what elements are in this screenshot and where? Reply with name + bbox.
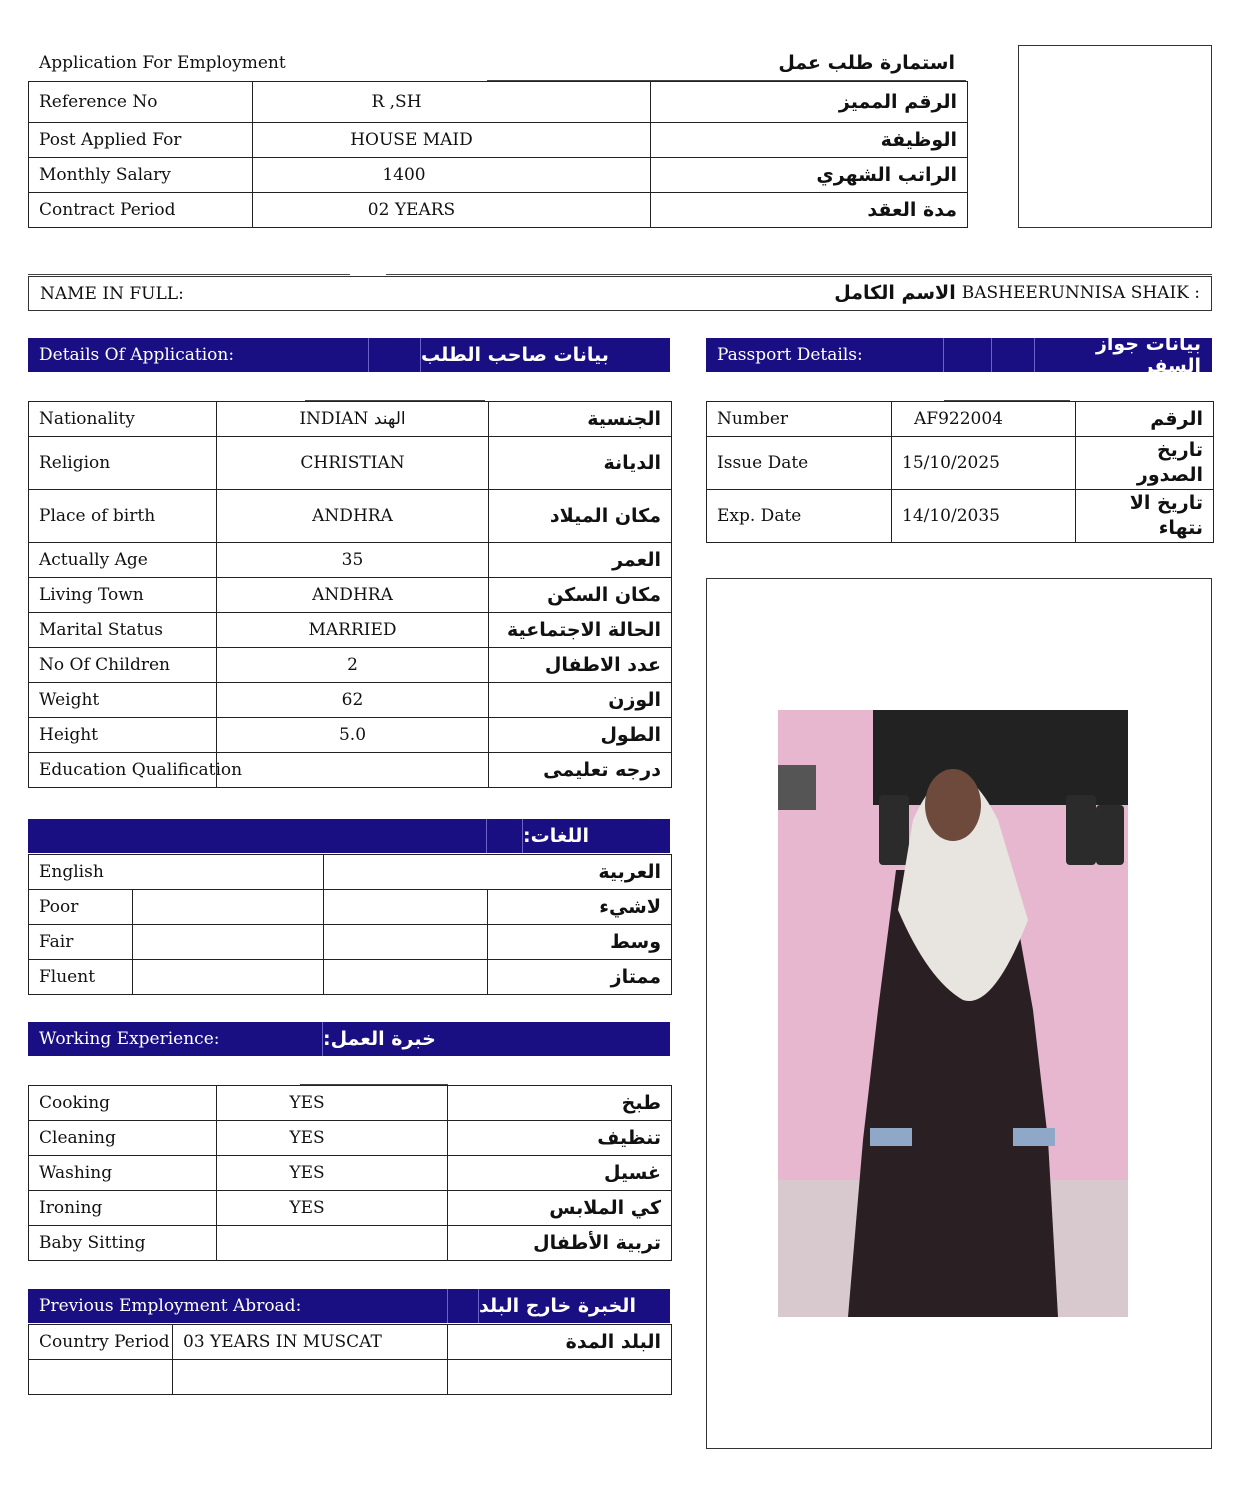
table-row [29, 718, 672, 753]
nationality-label: Nationality [29, 402, 217, 437]
post-label: Post Applied For [29, 123, 253, 158]
table-row [29, 123, 968, 158]
full-photo-frame [706, 578, 1212, 1449]
table-row [29, 648, 672, 683]
experience-table [28, 1085, 672, 1261]
religion-label: Religion [29, 437, 217, 490]
age-label: Actually Age [29, 543, 217, 578]
lang-fair-label-ar: وسط [488, 925, 672, 960]
table-row [29, 437, 672, 490]
table-row [707, 437, 1214, 490]
contract-value: 02 YEARS [253, 193, 651, 228]
lang-poor-label: Poor [29, 890, 133, 925]
lang-arabic-label: العربية [488, 855, 672, 890]
full-name-row [28, 276, 1212, 311]
ironing-label-ar: كي الملابس [448, 1191, 672, 1226]
cooking-label: Cooking [29, 1086, 217, 1121]
application-title-en: Details Of Application: [28, 338, 369, 372]
table-row [29, 753, 672, 788]
weight-value: 62 [217, 683, 489, 718]
cooking-label-ar: طبخ [448, 1086, 672, 1121]
children-label: No Of Children [29, 648, 217, 683]
passport-table [706, 401, 1214, 543]
babysitting-value [217, 1226, 448, 1261]
post-label-ar: الوظيفة [651, 123, 968, 158]
table-row [29, 855, 672, 890]
cleaning-value: YES [217, 1121, 448, 1156]
salary-label-ar: الراتب الشهري [651, 158, 968, 193]
washing-label: Washing [29, 1156, 217, 1191]
languages-title-ar: اللغات: [523, 825, 589, 847]
issue-date-value: 15/10/2025 [892, 437, 1076, 490]
form-title-ar: استمارة طلب عمل [778, 52, 955, 74]
passport-section-header [706, 333, 1212, 377]
photo-placeholder-box [1018, 45, 1212, 228]
education-label-ar: درجه تعليمى [489, 753, 672, 788]
cooking-value: YES [217, 1086, 448, 1121]
salary-label: Monthly Salary [29, 158, 253, 193]
experience-title-ar: خبرة العمل: [323, 1028, 436, 1050]
passport-number-value: AF922004 [892, 402, 1076, 437]
languages-table [28, 854, 672, 995]
abroad-table [28, 1324, 672, 1395]
children-label-ar: عدد الاطفال [489, 648, 672, 683]
marital-status-label: Marital Status [29, 613, 217, 648]
religion-value: CHRISTIAN [217, 437, 489, 490]
ironing-label: Ironing [29, 1191, 217, 1226]
cleaning-label: Cleaning [29, 1121, 217, 1156]
babysitting-label: Baby Sitting [29, 1226, 217, 1261]
passport-number-label: Number [707, 402, 892, 437]
marital-status-label-ar: الحالة الاجتماعية [489, 613, 672, 648]
issue-date-label: Issue Date [707, 437, 892, 490]
education-label: Education Qualification [29, 753, 217, 788]
full-name-value: BASHEERUNNISA SHAIK : [961, 283, 1200, 303]
education-value [217, 753, 489, 788]
application-section-header [28, 338, 670, 372]
lang-fluent-label-ar: ممتاز [488, 960, 672, 995]
languages-section-header [28, 819, 670, 853]
header-table [28, 81, 968, 228]
table-row [29, 960, 672, 995]
reference-value: R ,SH [253, 82, 651, 123]
children-value: 2 [217, 648, 489, 683]
table-row [29, 193, 968, 228]
contract-label: Contract Period [29, 193, 253, 228]
abroad-section-header [28, 1289, 670, 1323]
living-town-value: ANDHRA [217, 578, 489, 613]
cleaning-label-ar: تنظيف [448, 1121, 672, 1156]
table-row [29, 490, 672, 543]
salary-value: 1400 [253, 158, 651, 193]
height-value: 5.0 [217, 718, 489, 753]
birthplace-value: ANDHRA [217, 490, 489, 543]
nationality-label-ar: الجنسية [489, 402, 672, 437]
table-row [29, 1226, 672, 1261]
application-title-ar: بيانات صاحب الطلب [421, 344, 609, 366]
full-name-label-ar: الاسم الكامل [834, 282, 956, 304]
table-row [29, 82, 968, 123]
lang-fair-label: Fair [29, 925, 133, 960]
divider [28, 274, 350, 275]
abroad-title-ar: الخبرة خارج البلد [479, 1295, 636, 1317]
table-row [29, 1156, 672, 1191]
experience-title-en: Working Experience: [28, 1022, 323, 1056]
religion-label-ar: الديانة [489, 437, 672, 490]
country-period-value: 03 YEARS IN MUSCAT [173, 1325, 448, 1360]
table-row [29, 925, 672, 960]
exp-date-label-ar: تاريخ الا نتهاء [1076, 490, 1214, 543]
passport-number-label-ar: الرقم [1076, 402, 1214, 437]
abroad-title-en: Previous Employment Abroad: [28, 1289, 448, 1323]
living-town-label-ar: مكان السكن [489, 578, 672, 613]
reference-label-ar: الرقم المميز [651, 82, 968, 123]
table-row [29, 683, 672, 718]
divider [386, 274, 1212, 275]
nationality-value: INDIAN الهند [217, 402, 489, 437]
birthplace-label: Place of birth [29, 490, 217, 543]
reference-label: Reference No [29, 82, 253, 123]
country-period-label-ar: البلد المدة [448, 1325, 672, 1360]
post-value: HOUSE MAID [253, 123, 651, 158]
height-label: Height [29, 718, 217, 753]
washing-value: YES [217, 1156, 448, 1191]
age-value: 35 [217, 543, 489, 578]
application-table [28, 401, 672, 788]
weight-label-ar: الوزن [489, 683, 672, 718]
exp-date-label: Exp. Date [707, 490, 892, 543]
lang-fluent-label: Fluent [29, 960, 133, 995]
birthplace-label-ar: مكان الميلاد [489, 490, 672, 543]
babysitting-label-ar: تربية الأطفال [448, 1226, 672, 1261]
marital-status-value: MARRIED [217, 613, 489, 648]
washing-label-ar: غسيل [448, 1156, 672, 1191]
age-label-ar: العمر [489, 543, 672, 578]
table-row [29, 613, 672, 648]
lang-poor-label-ar: لاشيء [488, 890, 672, 925]
table-row [29, 578, 672, 613]
table-row [707, 490, 1214, 543]
experience-section-header [28, 1022, 670, 1056]
table-row [29, 402, 672, 437]
table-row [29, 1086, 672, 1121]
table-row [29, 1325, 672, 1360]
table-row [29, 158, 968, 193]
weight-label: Weight [29, 683, 217, 718]
country-period-label: Country Period [29, 1325, 173, 1360]
passport-title-ar: بيانات جواز السفر [1095, 333, 1201, 377]
living-town-label: Living Town [29, 578, 217, 613]
table-row [29, 543, 672, 578]
form-title-en: Application For Employment [39, 53, 286, 73]
full-name-label: NAME IN FULL: [40, 284, 184, 304]
table-row [29, 1191, 672, 1226]
table-row [29, 890, 672, 925]
issue-date-label-ar: تاريخ الصدور [1076, 437, 1214, 490]
table-row [707, 402, 1214, 437]
contract-label-ar: مدة العقد [651, 193, 968, 228]
passport-title-en: Passport Details: [706, 338, 944, 372]
lang-english-label: English [29, 855, 324, 890]
table-row [29, 1360, 672, 1395]
table-row [29, 1121, 672, 1156]
applicant-photo [778, 710, 1128, 1317]
height-label-ar: الطول [489, 718, 672, 753]
exp-date-value: 14/10/2035 [892, 490, 1076, 543]
ironing-value: YES [217, 1191, 448, 1226]
